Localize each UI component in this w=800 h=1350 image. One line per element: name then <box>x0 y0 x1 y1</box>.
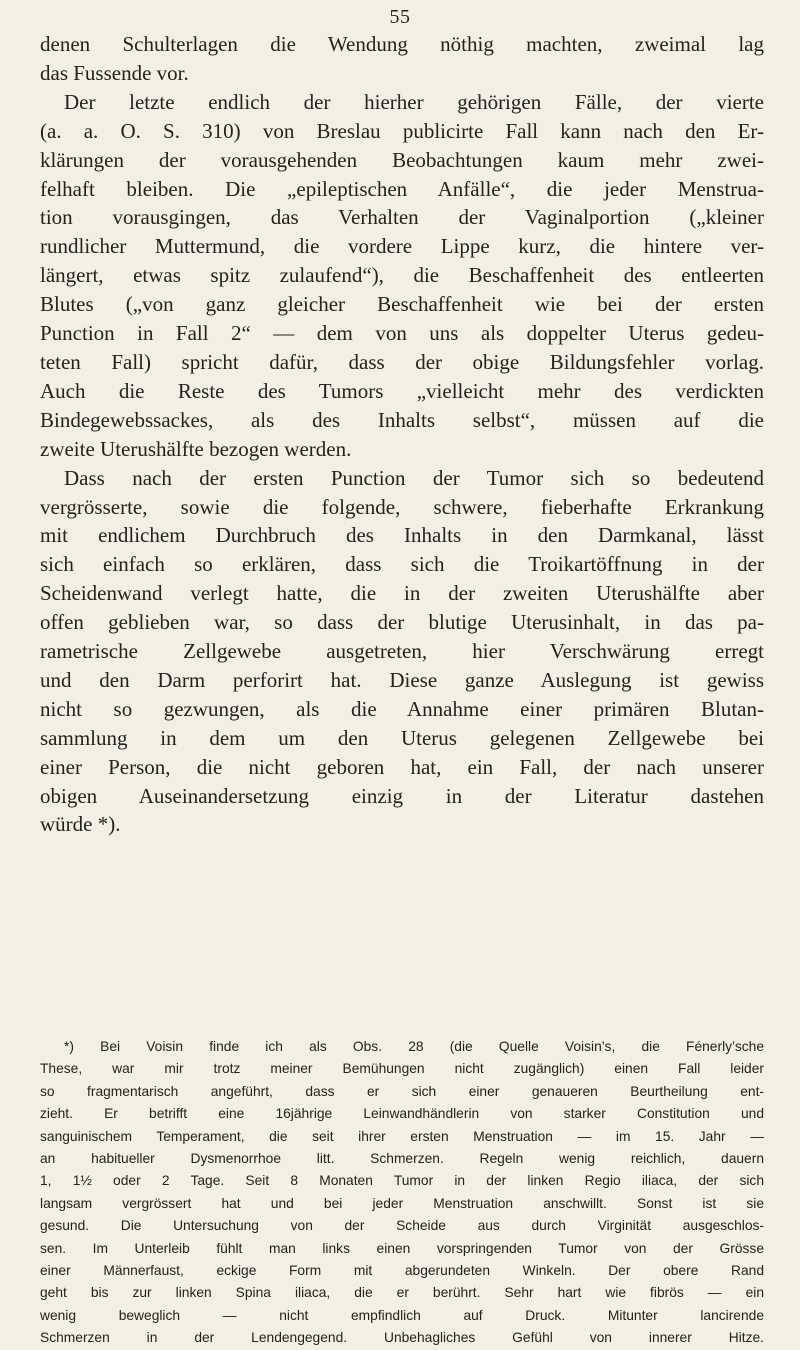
footnote-line: an habitueller Dysmenorrhoe litt. Schmerzen. Regeln wenig reichlich, dauern <box>40 1151 764 1167</box>
footnote-line: langsam vergrössert hat und bei jeder Menstruation anschwillt. Sonst ist sie <box>40 1195 764 1211</box>
text-line: und den Darm perforirt hat. Diese ganze Auslegung ist gewiss <box>40 667 764 692</box>
footnote <box>40 1036 764 1350</box>
text-line: würde *). <box>40 812 121 837</box>
text-line: einer Person, die nicht geboren hat, ein Fall, der nach unserer <box>40 754 764 779</box>
page-number: 55 <box>389 6 411 28</box>
text-line: mit endlichem Durchbruch des Inhalts in den Darmkanal, lässt <box>40 523 764 548</box>
text-line: klärungen der vorausgehenden Beobachtungen kaum mehr zwei- <box>40 147 764 172</box>
footnote-line: Schmerzen in der Lendengegend. Unbehagliches Gefühl von innerer Hitze. <box>40 1330 764 1346</box>
text-line: zweite Uterushälfte bezogen werden. <box>40 436 352 461</box>
footnote-line: so fragmentarisch angeführt, dass er sich einer genaueren Beurtheilung ent- <box>40 1083 764 1099</box>
text-line: Auch die Reste des Tumors „vielleicht mehr des verdickten <box>40 378 764 403</box>
text-line: nicht so gezwungen, als die Annahme einer primären Blutan- <box>40 696 764 721</box>
text-line: tion vorausgingen, das Verhalten der Vaginalportion („kleiner <box>40 205 764 230</box>
footnote-line: geht bis zur linken Spina iliaca, die er berührt. Sehr hart wie fibrös — ein <box>40 1285 764 1301</box>
text-line: Der letzte endlich der hierher gehörigen Fälle, der vierte <box>64 89 764 114</box>
footnote-line: einer Männerfaust, eckige Form mit abgerundeten Winkeln. Der obere Rand <box>40 1263 764 1279</box>
text-line: sammlung in dem um den Uterus gelegenen Zellgewebe bei <box>40 725 764 750</box>
text-line: Bindegewebssackes, als des Inhalts selbst“, müssen auf die <box>40 407 764 432</box>
text-line: das Fussende vor. <box>40 60 189 85</box>
text-line: längert, etwas spitz zulaufend“), die Beschaffenheit des entleerten <box>40 263 764 288</box>
text-line: rundlicher Muttermund, die vordere Lippe kurz, die hintere ver- <box>40 234 764 259</box>
text-line: Punction in Fall 2“ — dem von uns als doppelter Uterus gedeu- <box>40 321 764 346</box>
text-line: obigen Auseinandersetzung einzig in der Literatur dastehen <box>40 783 764 808</box>
footnote-line: sanguinischem Temperament, die seit ihrer ersten Menstruation — im 15. Jahr — <box>40 1128 764 1144</box>
text-line: (a. a. O. S. 310) von Breslau publicirte Fall kann nach den Er- <box>40 118 764 143</box>
text-line: sich einfach so erklären, dass sich die Troikartöffnung in der <box>40 552 764 577</box>
text-line: Dass nach der ersten Punction der Tumor sich so bedeutend <box>64 465 764 490</box>
footnote-line: wenig beweglich — nicht empfindlich auf Druck. Mitunter lancirende <box>40 1307 764 1323</box>
text-line: Blutes („von ganz gleicher Beschaffenheit wie bei der ersten <box>40 292 764 317</box>
text-line: offen geblieben war, so dass der blutige Uterusinhalt, in das pa- <box>40 610 764 635</box>
text-line: denen Schulterlagen die Wendung nöthig machten, zweimal lag <box>40 32 764 56</box>
body-text <box>40 30 764 839</box>
text-line: vergrösserte, sowie die folgende, schwere, fieberhafte Erkrankung <box>40 494 764 519</box>
footnote-line: zieht. Er betrifft eine 16jährige Leinwandhändlerin von starker Constitution und <box>40 1106 764 1122</box>
text-line: rametrische Zellgewebe ausgetreten, hier Verschwärung erregt <box>40 639 764 664</box>
footnote-line: These, war mir trotz meiner Bemühungen nicht zugänglich) einen Fall leider <box>40 1061 764 1077</box>
text-line: felhaft bleiben. Die „epileptischen Anfälle“, die jeder Menstrua- <box>40 176 764 201</box>
footnote-line: *) Bei Voisin finde ich als Obs. 28 (die Quelle Voisin’s, die Fénerly’sche <box>64 1039 764 1054</box>
footnote-line: gesund. Die Untersuchung von der Scheide aus durch Virginität ausgeschlos- <box>40 1218 764 1234</box>
footnote-line: sen. Im Unterleib fühlt man links einen vorspringenden Tumor von der Grösse <box>40 1240 764 1256</box>
text-line: teten Fall) spricht dafür, dass der obige Bildungsfehler vorlag. <box>40 349 764 374</box>
text-line: Scheidenwand verlegt hatte, die in der zweiten Uterushälfte aber <box>40 581 764 606</box>
footnote-line: 1, 1½ oder 2 Tage. Seit 8 Monaten Tumor in der linken Regio iliaca, der sich <box>40 1173 764 1189</box>
